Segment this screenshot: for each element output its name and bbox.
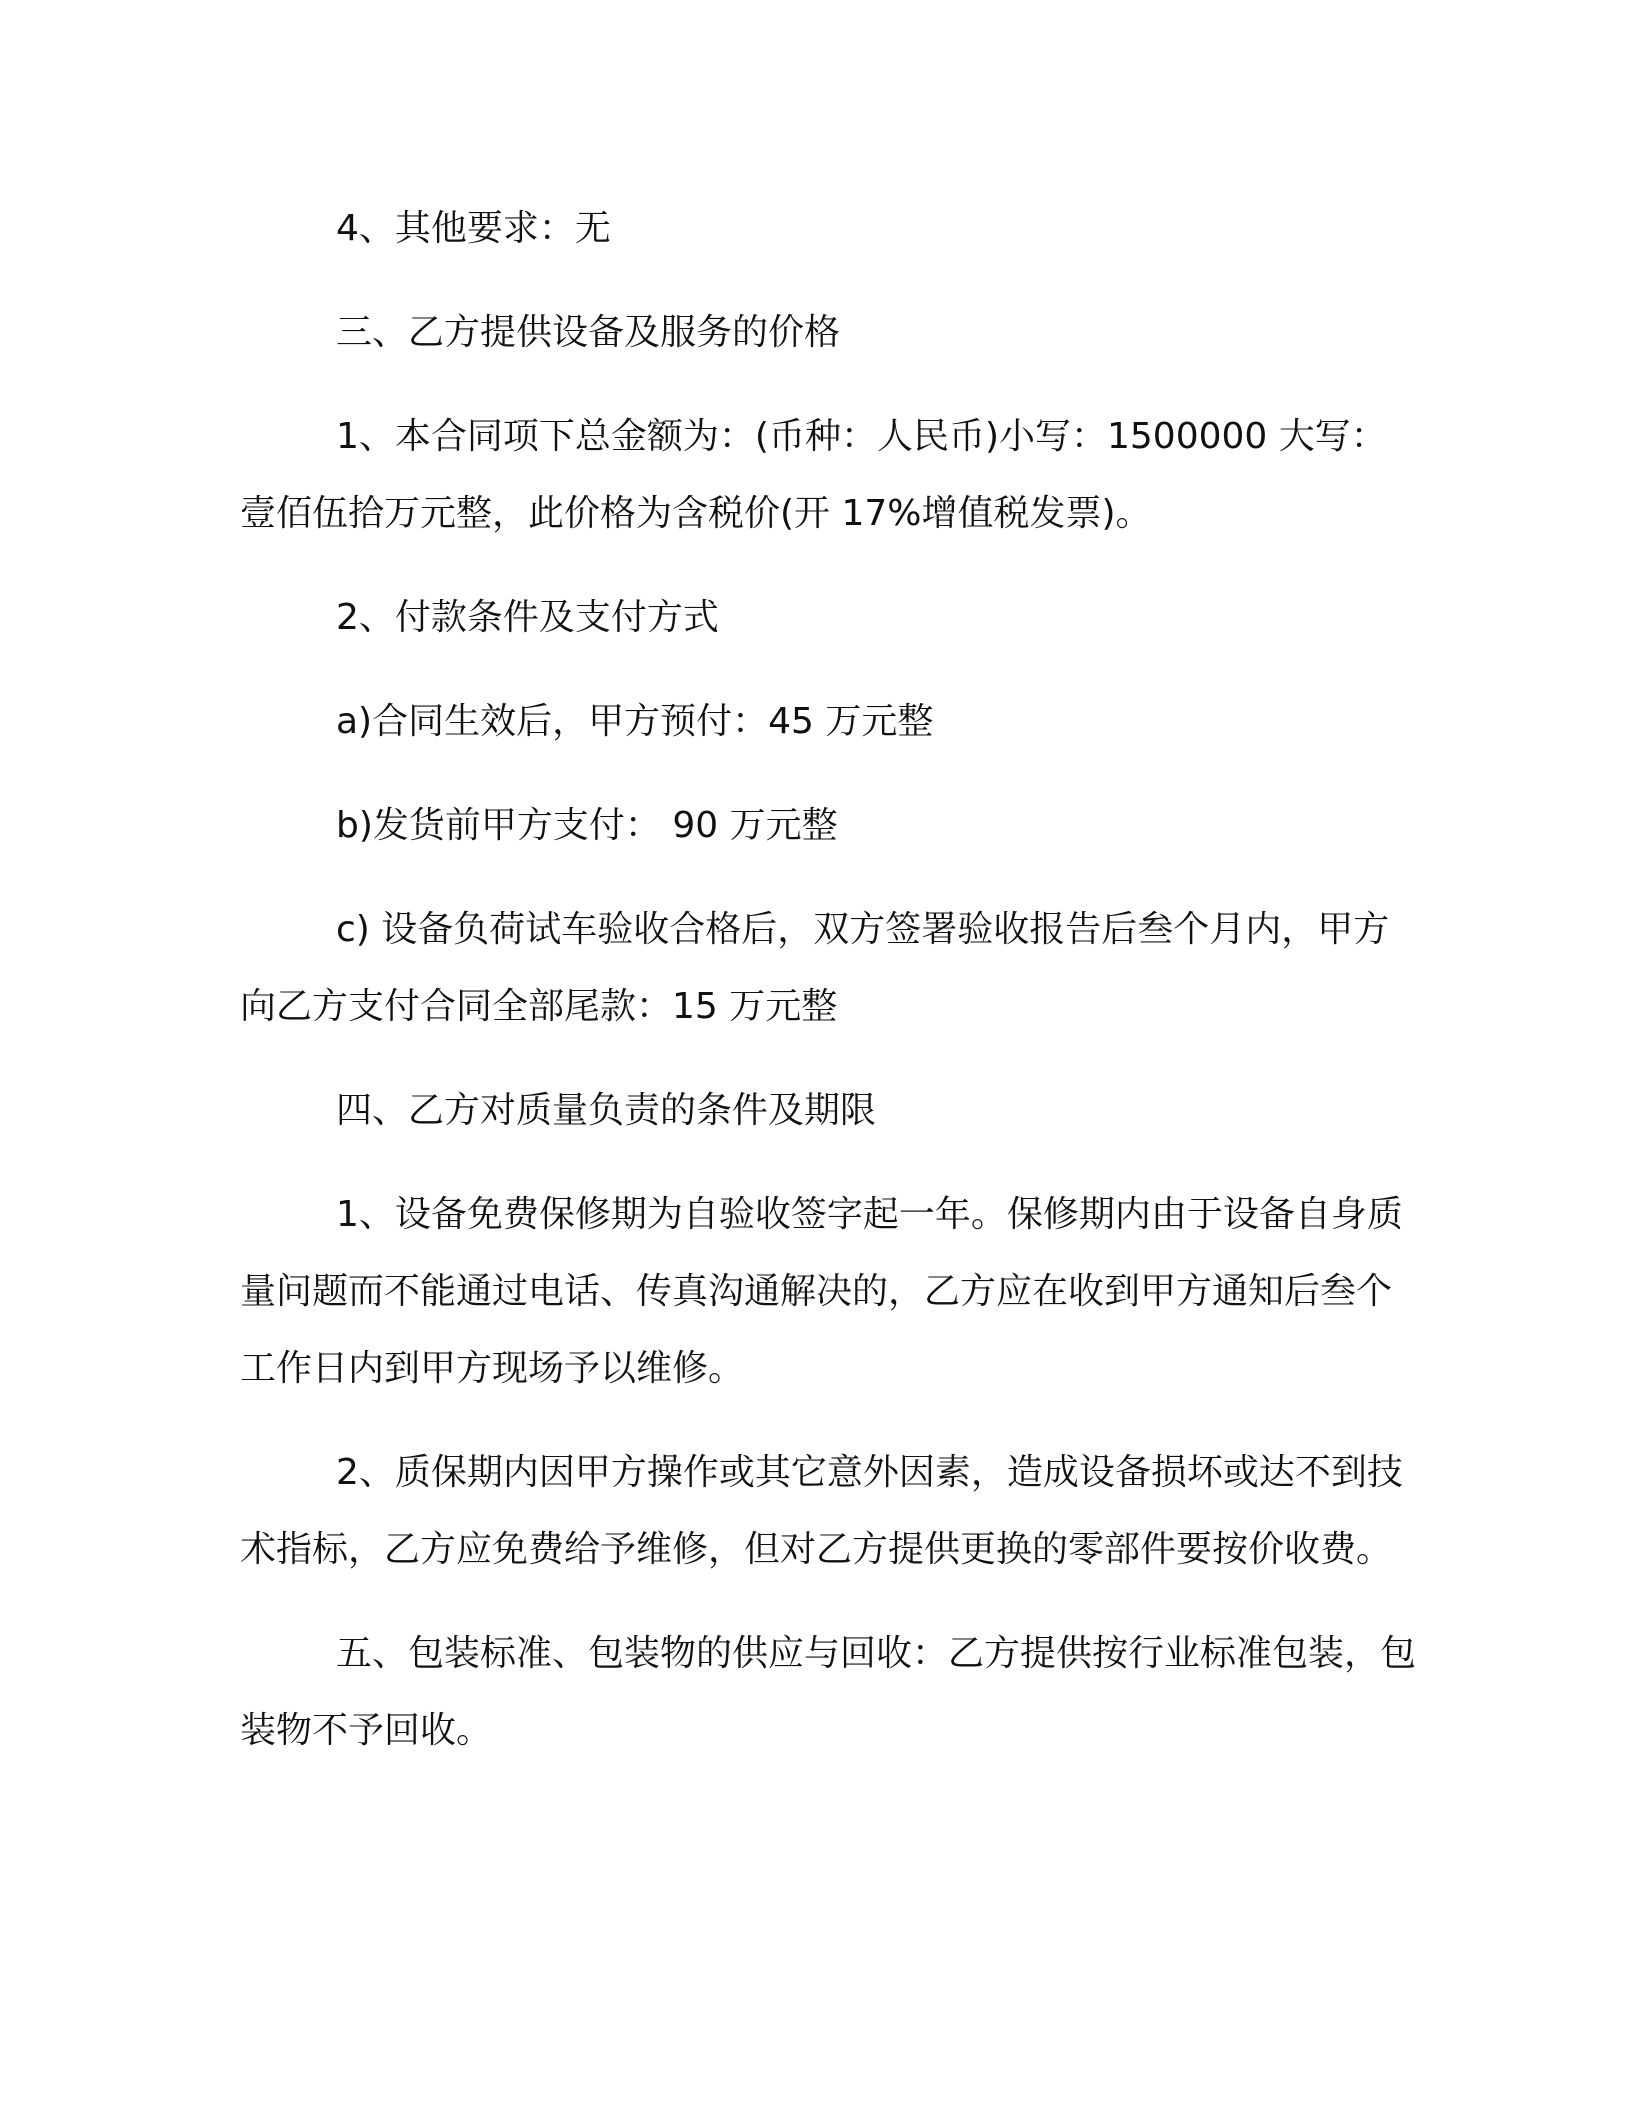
section-heading-packaging: 五、包装标准、包装物的供应与回收：乙方提供按行业标准包装，包装物不予回收。 <box>240 1633 1417 1751</box>
paragraph-total-amount: 1、本合同项下总金额为：(币种：人民币)小写：1500000 大写：壹佰伍拾万元整，此价格为含税价(开 17%增值税发票)。 <box>240 416 1387 534</box>
paragraph-other-requirements: 4、其他要求：无 <box>336 208 611 249</box>
paragraph-payment-c: c) 设备负荷试车验收合格后，双方签署验收报告后叁个月内，甲方向乙方支付合同全部尾款：15 万元整 <box>240 909 1390 1027</box>
paragraph-warranty-1: 1、设备免费保修期为自验收签字起一年。保修期内由于设备自身质量问题而不能通过电话、传真沟通解决的，乙方应在收到甲方通知后叁个工作日内到甲方现场予以维修。 <box>240 1194 1403 1389</box>
paragraph-payment-a: a)合同生效后，甲方预付：45 万元整 <box>336 701 934 742</box>
section-heading-price: 三、乙方提供设备及服务的价格 <box>336 312 841 353</box>
paragraph-payment-b: b)发货前甲方支付： 90 万元整 <box>336 805 838 846</box>
document-body <box>240 190 1420 1796</box>
section-heading-quality: 四、乙方对质量负责的条件及期限 <box>336 1090 877 1131</box>
paragraph-payment-terms-heading: 2、付款条件及支付方式 <box>336 597 719 638</box>
paragraph-warranty-2: 2、质保期内因甲方操作或其它意外因素，造成设备损坏或达不到技术指标，乙方应免费给予维修，但对乙方提供更换的零部件要按价收费。 <box>240 1452 1403 1570</box>
